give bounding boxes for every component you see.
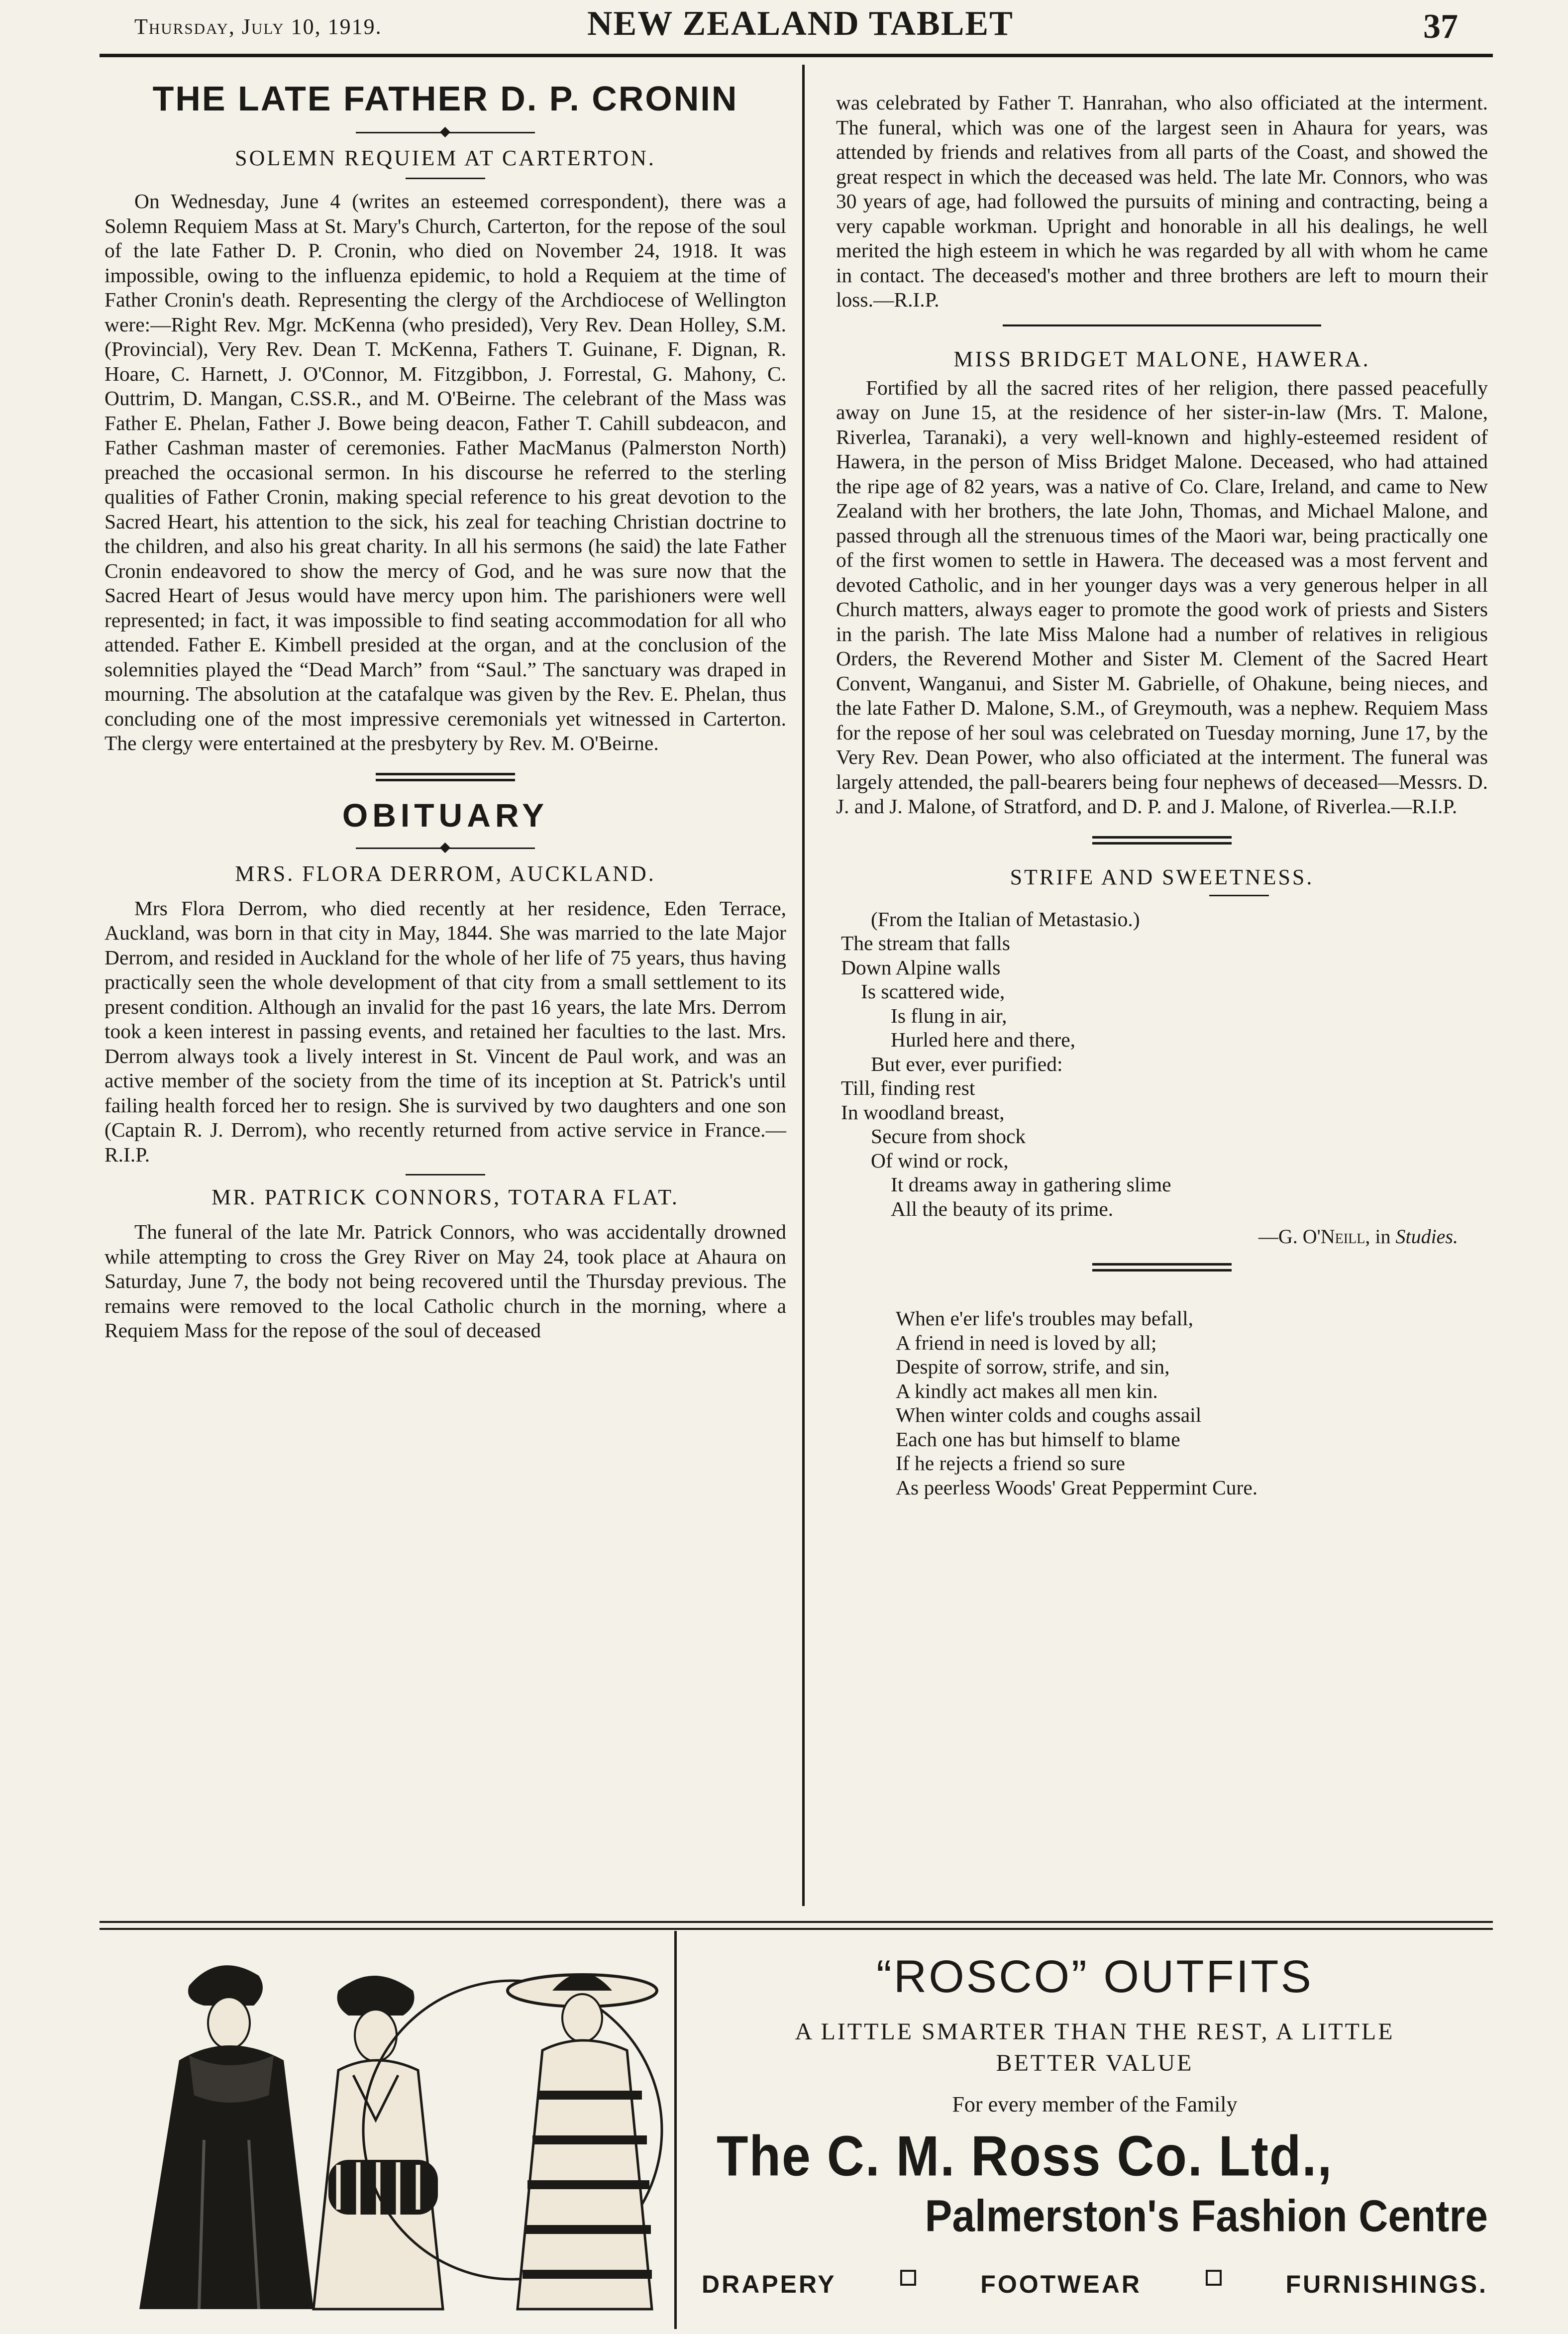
poem-source: Studies.: [1395, 1225, 1458, 1248]
poem-author: —G. O'Neill,: [1258, 1225, 1370, 1248]
malone-body: Fortified by all the sacred rites of her religion, there passed peacefully away on June 15, at the residence of her sister-in-law (Mrs. T. Malone, Riverlea, Taranaki), a very well-known and highly-esteemed resident of Hawera, in the person of Miss Bridget Malone. Deceased, who had attained the ripe age of 82 years, was a native of Co. Clare, Ireland, and came to New Zealand with her brothers, the late John, Thomas, and Michael Malone, and passed through all the strenuous times of the Maori war, being practically one of the first women to settle in Hawera. The deceased was a most fervent and devoted Catholic, and in her younger days was a very generous helper in all Church matters, always eager to promote the good work of priests and Sisters in the parish. The late Miss Malone had a number of relatives in religious Orders, the Reverend Mother and Sister M. Clement of the Sacred Heart Convent, Wanganui, and Sister M. Gabrielle, of Ohakune, being nieces, and the late Father D. Malone, S.M., of Greymouth, was a nephew. Requiem Mass for the repose of her soul was celebrated on Tuesday morning, June 17, by the Very Rev. Dean Power, who also officiated at the interment. The funeral was largely attended, the pall-bearers being four nephews of deceased—Messrs. D. J. and J. Malone, of Stratford, and D. P. and J. Malone, of Riverlea.—R.I.P.: [836, 376, 1488, 818]
short-rule: [406, 178, 485, 179]
fashion-illustration: [105, 1931, 667, 2319]
diamond-icon: [440, 127, 450, 137]
ad-departments: [697, 2270, 1493, 2299]
poem-line: The stream that falls: [841, 932, 1010, 955]
derrom-body: Mrs Flora Derrom, who died recently at her residence, Eden Terrace, Auckland, was born in that city in May, 1844. She was married to the late Major Derrom, and resided in Auckland for the whole of her life of 75 years, thus having practically seen the whole development of that city from a small settlement to its present condition. Although an invalid for the past 16 years, the late Mrs. Derrom took a keen interest in passing events, and retained her faculties to the last. Mrs. Derrom always took a lively interest in St. Vincent de Paul work, and was an active member of the society from the time of its inception at St. Patrick's until failing health forced her to resign. She is survived by two daughters and one son (Captain R. J. Derrom), who recently returned from active service in France.—R.I.P.: [105, 896, 786, 1166]
poem-title: STRIFE AND SWEETNESS.: [1010, 864, 1314, 889]
issue-date: Thursday, July 10, 1919.: [134, 14, 382, 39]
obituary-title: OBITUARY: [342, 796, 549, 834]
cronin-subhead: SOLEMN REQUIEM AT CARTERTON.: [235, 146, 656, 170]
poem-line: Till, finding rest: [841, 1076, 975, 1099]
right-column: [836, 65, 1488, 1906]
left-column: [105, 65, 786, 1906]
cronin-article-body: On Wednesday, June 4 (writes an esteemed correspondent), there was a Solemn Requiem Mass at St. Mary's Church, Carterton, for the repose of the soul of the late Father D. P. Cronin, who died on November 24, 1918. It was impossible, owing to the influenza epidemic, to hold a Requiem at the time of Father Cronin's death. Representing the clergy of the Archdiocese of Wellington were:—Right Rev. Mgr. McKenna (who presided), Very Rev. Dean Holley, S.M. (Provincial), Very Rev. Dean T. McKenna, Fathers T. Guinane, F. Dignan, R. Hoare, C. Harnett, J. O'Connor, M. Fitzgibbon, J. Forrestal, G. Mahony, C. Outtrim, D. Mangan, C.SS.R., and M. O'Beirne. The celebrant of the Mass was Father E. Phelan, Father J. Bowe being deacon, Father T. Cahill subdeacon, and Father Cashman master of ceremonies. Father MacManus (Palmerston North) preached the occasional sermon. In his discourse he referred to the sterling qualities of Father Cronin, making special reference to his great devotion to the Sacred Heart, his attention to the sick, his zeal for teaching Christian doctrine to the children, and also his great charity. In all his sermons (he said) the late Father Cronin endeavored to show the mercy of God, and he was sure now that the Sacred Heart of Jesus would have mercy upon him. The parishioners were well represented; in fact, it was impossible to find seating accommodation for all who attended. Father E. Kimbell presided at the organ, and at the conclusion of the solemnities played the “Dead March” from “Saul.” The sanctuary was draped in mourning. The absolution at the catafalque was given by the Rev. E. Phelan, thus concluding one of the most impressive ceremonials yet witnessed in Carterton. The clergy were entertained at the presbytery by Rev. M. O'Beirne.: [105, 190, 786, 754]
poem-line: Is scattered wide,: [861, 980, 1005, 1003]
verse-line: A kindly act makes all men kin.: [896, 1379, 1158, 1402]
derrom-heading: MRS. FLORA DERROM, AUCKLAND.: [235, 861, 656, 886]
poem-line: Is flung in air,: [891, 1004, 1007, 1027]
ad-company-name: The C. M. Ross Co. Ltd.,: [717, 2124, 1333, 2188]
connors-body-part1: The funeral of the late Mr. Patrick Connors, who was accidentally drowned while attempting to cross the Grey River on May 24, took place at Ahaura on Saturday, June 7, the body not being recovered until the Thursday previous. The remains were removed to the local Catholic church in the morning, where a Requiem Mass for the repose of the soul of deceased: [105, 1220, 786, 1342]
double-rule: [1092, 1263, 1232, 1272]
connors-body-part2: was celebrated by Father T. Hanrahan, who also officiated at the interment. The funeral, which was one of the largest seen in Ahaura for years, was attended by friends and relatives from all parts of the Coast, and showed the great respect in which the deceased was held. The late Mr. Connors, who was 30 years of age, had followed the pursuits of mining and contracting, being a very capable workman. Upright and honorable in all his dealings, he well merited the high esteem in which he was regarded by all with whom he came in contact. The deceased's mother and three brothers are left to mourn their loss.—R.I.P.: [836, 91, 1488, 311]
verse-line: Each one has but himself to blame: [896, 1427, 1180, 1451]
ad-tagline: A LITTLE SMARTER THAN THE REST, A LITTLE: [795, 2018, 1395, 2045]
poem-line: But ever, ever purified:: [871, 1052, 1063, 1075]
cronin-headline: THE LATE FATHER D. P. CRONIN: [152, 79, 738, 118]
ad-department: DRAPERY: [702, 2270, 836, 2298]
double-rule: [376, 773, 515, 781]
poem-line: Secure from shock: [871, 1125, 1026, 1148]
rosco-advertisement: [697, 1941, 1493, 2299]
header-rule: [100, 54, 1493, 57]
ornament-divider: [356, 128, 535, 136]
advertisement-rule: [100, 1921, 1493, 1930]
poem: [841, 907, 1488, 1221]
poem-line: Of wind or rock,: [871, 1149, 1009, 1172]
section-rule: [1003, 324, 1321, 326]
ornament-divider: [356, 844, 535, 852]
poem-source-line: (From the Italian of Metastasio.): [871, 907, 1140, 931]
ad-title: “ROSCO” OUTFITS: [876, 1951, 1313, 2002]
ad-slogan: Palmerston's Fashion Centre: [925, 2191, 1488, 2241]
poem-attribution-in: in: [1375, 1225, 1391, 1248]
square-bullet-icon: [1206, 2270, 1222, 2286]
poem-line: In woodland breast,: [841, 1100, 1005, 1124]
diamond-icon: [440, 842, 450, 852]
ad-family-line: For every member of the Family: [952, 2092, 1238, 2117]
double-rule: [1092, 836, 1232, 845]
malone-heading: MISS BRIDGET MALONE, HAWERA.: [953, 346, 1370, 371]
square-bullet-icon: [900, 2270, 916, 2286]
verse-line: When e'er life's troubles may befall,: [896, 1307, 1194, 1330]
ad-department: FOOTWEAR: [980, 2270, 1142, 2298]
verse-line: If he rejects a friend so sure: [896, 1452, 1125, 1475]
poem-attribution: [836, 1225, 1488, 1248]
poem-line: Down Alpine walls: [841, 955, 1001, 979]
ad-department: FURNISHINGS.: [1285, 2270, 1488, 2298]
verse-line: When winter colds and coughs assail: [896, 1403, 1202, 1426]
peppermint-cure-verse: [896, 1306, 1488, 1499]
advertisement-divider: [674, 1931, 677, 2329]
ad-tagline-value: BETTER VALUE: [996, 2050, 1194, 2076]
column-divider: [802, 65, 805, 1906]
short-rule: [406, 1174, 485, 1175]
short-rule: [1209, 895, 1269, 896]
verse-line: As peerless Woods' Great Peppermint Cure.: [896, 1476, 1258, 1499]
verse-line: Despite of sorrow, strife, and sin,: [896, 1355, 1170, 1378]
page-number: 37: [1423, 7, 1458, 46]
masthead: NEW ZEALAND TABLET: [587, 4, 1014, 43]
verse-line: A friend in need is loved by all;: [896, 1331, 1157, 1354]
connors-heading: MR. PATRICK CONNORS, TOTARA FLAT.: [211, 1185, 679, 1209]
poem-line: Hurled here and there,: [891, 1028, 1076, 1051]
poem-line: All the beauty of its prime.: [891, 1197, 1114, 1220]
poem-line: It dreams away in gathering slime: [891, 1173, 1171, 1196]
